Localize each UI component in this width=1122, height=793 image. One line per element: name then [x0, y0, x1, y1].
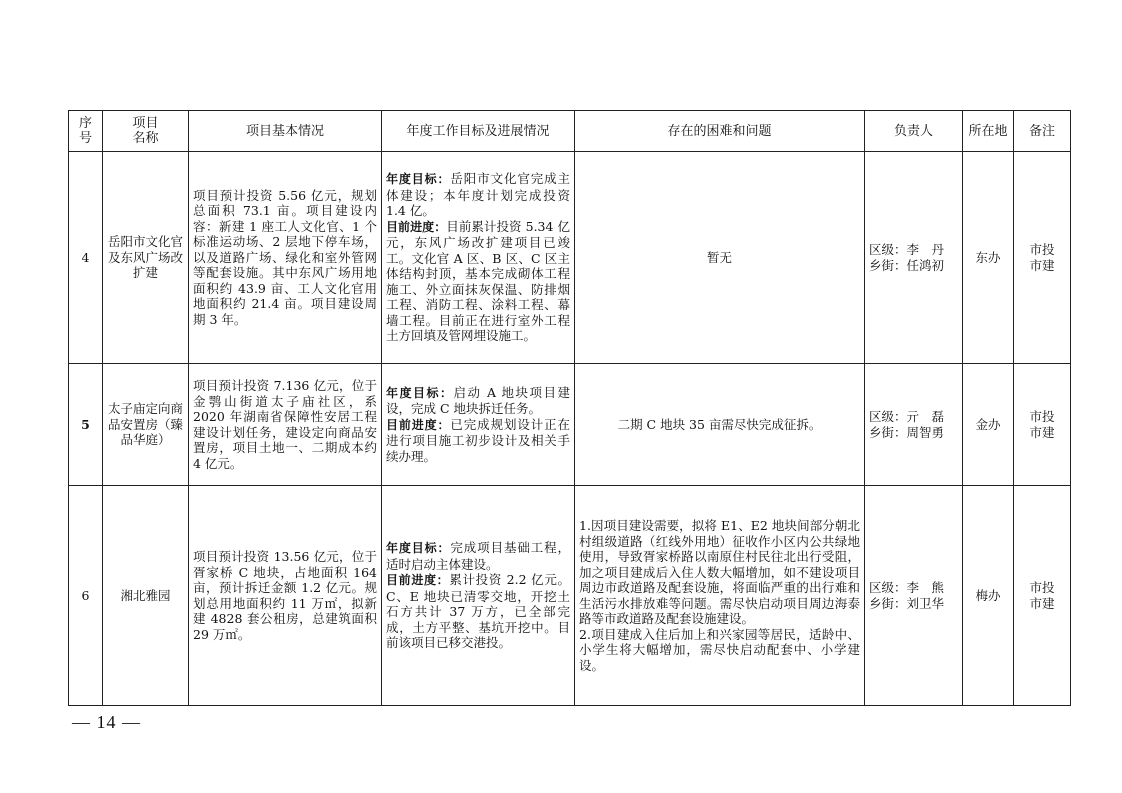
project-info: 项目预计投资 7.136 亿元，位于金鹗山街道太子庙社区，系 2020 年湖南省保障性安居工程建设计划任务，建设定向商品安置房，项目土地一、二期成本约 4 亿元。: [189, 364, 382, 486]
project-owner: [865, 364, 963, 486]
row-index: 6: [69, 486, 103, 706]
header-note: 备注: [1014, 111, 1071, 152]
project-location: 梅办: [963, 486, 1014, 706]
owner-street: 乡街：周智勇: [869, 424, 945, 440]
project-location: 金办: [963, 364, 1014, 486]
project-problems: [575, 486, 865, 706]
header-info: 项目基本情况: [189, 111, 382, 152]
project-name: 湘北雅园: [103, 486, 189, 706]
progress-text: 累计投资 2.2 亿元。C、E 地块已清零交地，开挖土石方共计 37 万方，已全部完成，土方平整、基坑开挖中。目前该项目已移交港投。: [386, 572, 570, 651]
owner-district: 区级：李 丹: [869, 242, 945, 257]
project-location: 东办: [963, 152, 1014, 364]
table-row: [69, 152, 1071, 364]
project-problems: 暂无: [575, 152, 865, 364]
owner-district: 区级：李 熊: [869, 580, 945, 595]
progress-label: 目前进度：: [386, 219, 447, 234]
owner-street: 乡街：任鸿初: [869, 257, 945, 273]
goal-text: 启动 A 地块项目建设，完成 C 地块拆迁任务。: [386, 384, 570, 417]
owner-district: 区级：亓 磊: [869, 409, 945, 424]
header-name: 项目 名称: [103, 111, 189, 152]
goal-label: 年度目标：: [386, 172, 451, 187]
header-progress: 年度工作目标及进展情况: [382, 111, 575, 152]
progress-label: 目前进度：: [386, 573, 450, 588]
owner-street: 乡街：刘卫华: [869, 595, 945, 611]
project-note: 市投 市建: [1014, 364, 1071, 486]
problem-item: 1.因项目建设需要，拟将 E1、E2 地块间部分朝北村组级道路（红线外用地）征收作小区内公共绿地使用，导致胥家桥路以南原住村民往北出行受阻，加之项目建成后入住人数大幅增加，如不建设项目周边市政道路及配套设施，将面临严重的出行难和生活污水排放难等问题。需尽快启动项目周边海泰路等市政道路及配套设施建设。: [579, 518, 860, 626]
table-header-row: [69, 111, 1071, 152]
table-row: [69, 364, 1071, 486]
project-note: 市投 市建: [1014, 486, 1071, 706]
progress-label: 目前进度：: [386, 417, 451, 432]
progress-text: 已完成规划设计正在进行项目施工初步设计及相关手续办理。: [386, 416, 570, 464]
row-index: 5: [69, 364, 103, 486]
project-progress: [382, 486, 575, 706]
header-location: 所在地: [963, 111, 1014, 152]
project-info: 项目预计投资 5.56 亿元，规划总面积 73.1 亩。项目建设内容：新建 1 座工人文化官、1 个标准运动场、2 层地下停车场，以及道路广场、绿化和室外管网等配套设施。其中东风广场用地面积约 43.9 亩、工人文化官用地面积约 21.4 亩。项目建设周期 3 年。: [189, 152, 382, 364]
project-table: [68, 110, 1071, 706]
table-row: [69, 486, 1071, 706]
project-progress: [382, 364, 575, 486]
project-problems: 二期 C 地块 35 亩需尽快完成征拆。: [575, 364, 865, 486]
page-number: — 14 —: [72, 712, 141, 732]
project-progress: [382, 152, 575, 364]
problem-item: 2.项目建成入住后加上和兴家园等居民，适龄中、小学生将大幅增加，需尽快启动配套中、小学建设。: [579, 626, 860, 673]
project-note: 市投 市建: [1014, 152, 1071, 364]
header-problems: 存在的困难和问题: [575, 111, 865, 152]
project-owner: [865, 152, 963, 364]
project-owner: [865, 486, 963, 706]
goal-text: 完成项目基础工程，适时启动主体建设。: [386, 540, 570, 572]
header-index: 序 号: [69, 111, 103, 152]
goal-text: 岳阳市文化官完成主体建设；本年度计划完成投资 1.4 亿。: [386, 171, 570, 219]
project-info: 项目预计投资 13.56 亿元，位于胥家桥 C 地块，占地面积 164 亩，预计拆迁金额 1.2 亿元。规划总用地面积约 11 万㎡，拟新建 4828 套公租房，总建筑面积 29 万㎡。: [189, 486, 382, 706]
progress-text: 目前累计投资 5.34 亿元，东风广场改扩建项目已竣工。文化官 A 区、B 区、C 区主体结构封顶，基本完成砌体工程施工、外立面抹灰保温、防排烟工程、消防工程、涂料工程、幕墙工程。目前正在进行室外工程土方回填及管网埋设施工。: [386, 218, 570, 344]
project-name: 太子庙定向商品安置房（臻品华庭）: [103, 364, 189, 486]
goal-label: 年度目标：: [386, 541, 451, 556]
header-owner: 负责人: [865, 111, 963, 152]
row-index: 4: [69, 152, 103, 364]
project-name: 岳阳市文化官及东风广场改扩建: [103, 152, 189, 364]
goal-label: 年度目标：: [386, 385, 454, 400]
